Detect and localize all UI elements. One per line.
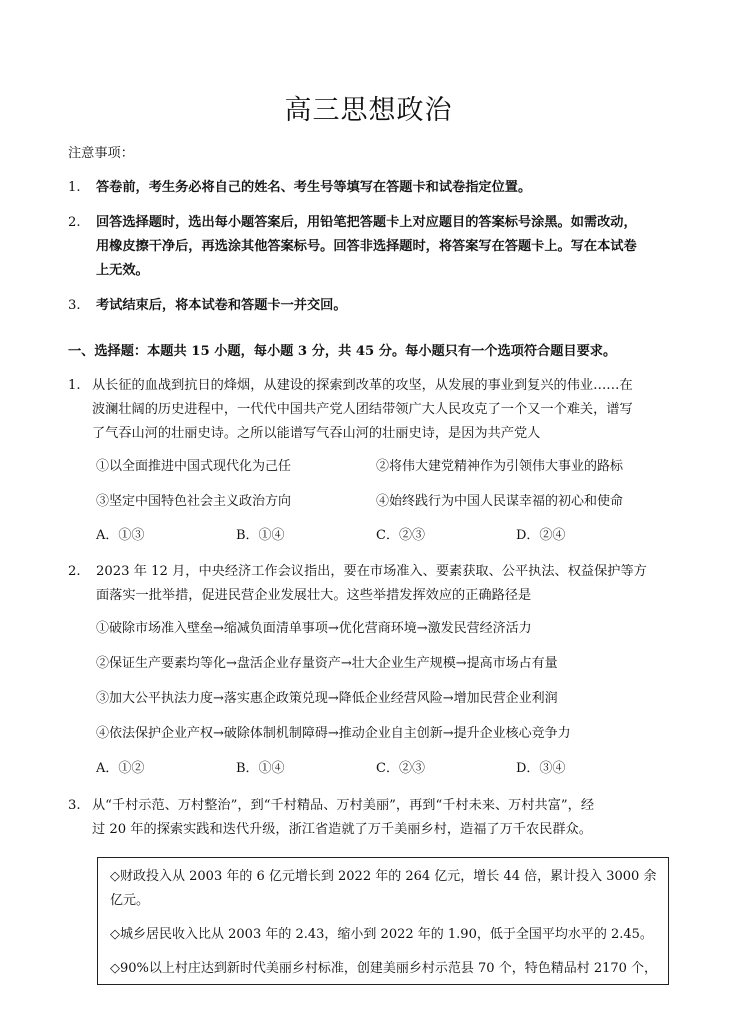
answer-choice: A．①② [96, 761, 145, 776]
question-stem-line: 波澜壮阔的历史进程中，一代代中国共产党人团结带领广大人民攻克了一个又一个难关，谱写 [92, 402, 633, 417]
question-option: ②保证生产要素均等化→盘活企业存量资产→壮大企业生产规模→提高市场占有量 [96, 656, 558, 671]
question-stem-line: 过 20 年的探索实践和迭代升级，浙江省造就了万千美丽乡村，造福了万千农民群众。 [92, 822, 592, 837]
box-line: 亿元。 [110, 893, 150, 908]
answer-choice: B．①④ [236, 761, 285, 776]
question-option: ④始终践行为中国人民谋幸福的初心和使命 [376, 494, 624, 509]
notice-item-line: 回答选择题时，选出每小题答案后，用铅笔把答题卡上对应题目的答案标号涂黑。如需改动， [96, 215, 637, 230]
answer-choice: D．③④ [516, 761, 566, 776]
question-option: ③加大公平执法力度→落实惠企政策兑现→降低企业经营风险→增加民营企业利润 [96, 691, 558, 706]
question-option: ①以全面推进中国式现代化为己任 [96, 459, 292, 474]
notice-item-line: 考试结束后，将本试卷和答题卡一并交回。 [96, 298, 347, 313]
question-stem-line: 面落实一批举措，促进民营企业发展壮大。这些举措发挥效应的正确路径是 [96, 588, 532, 603]
box-line: ◇财政投入从 2003 年的 6 亿元增长到 2022 年的 264 亿元，增长 44 倍，累计投入 3000 余 [110, 869, 657, 884]
answer-choice: C．②③ [376, 528, 425, 543]
answer-choice: D．②④ [516, 528, 566, 543]
notice-item-line: 上无效。 [96, 263, 149, 278]
question-stem-line: 2023 年 12 月，中央经济工作会议指出，要在市场准入、要素获取、公平执法、权益保护等方 [96, 564, 647, 579]
question-number: 2. [68, 564, 81, 579]
data-box [97, 857, 669, 985]
answer-choice: A．①③ [96, 528, 145, 543]
notice-item-line: 用橡皮擦干净后，再选涂其他答案标号。回答非选择题时，将答案写在答题卡上。写在本试卷 [96, 239, 637, 254]
question-stem-line: 了气吞山河的壮丽史诗。之所以能谱写气吞山河的壮丽史诗，是因为共产党人 [92, 426, 541, 441]
answer-choice: B．①④ [236, 528, 285, 543]
notice-item-number: 2. [68, 215, 81, 230]
section-heading: 一、选择题：本题共 15 小题，每小题 3 分，共 45 分。每小题只有一个选项符合题目要求。 [68, 344, 617, 359]
answer-choice: C．②③ [376, 761, 425, 776]
question-number: 1. [68, 378, 81, 393]
notice-item-number: 3. [68, 298, 81, 313]
box-line: ◇90%以上村庄达到新时代美丽乡村标准，创建美丽乡村示范县 70 个，特色精品村 2170 个， [110, 961, 658, 976]
question-option: ①破除市场准入壁垒→缩减负面清单事项→优化营商环境→激发民营经济活力 [96, 621, 532, 636]
question-number: 3. [68, 798, 81, 813]
notice-item-number: 1. [68, 180, 81, 195]
box-line: ◇城乡居民收入比从 2003 年的 2.43，缩小到 2022 年的 1.90，低于全国平均水平的 2.45。 [110, 927, 653, 942]
notice-item-line: 答卷前，考生务必将自己的姓名、考生号等填写在答题卡和试卷指定位置。 [96, 180, 532, 195]
notice-heading: 注意事项： [68, 146, 134, 161]
question-option: ④依法保护企业产权→破除体制机制障碍→推动企业自主创新→提升企业核心竞争力 [96, 726, 571, 741]
page-title: 高三思想政治 [284, 95, 453, 126]
question-stem-line: 从长征的血战到抗日的烽烟，从建设的探索到改革的攻坚，从发展的事业到复兴的伟业……在 [92, 378, 633, 393]
question-option: ②将伟大建党精神作为引领伟大事业的路标 [376, 459, 624, 474]
question-stem-line: 从“千村示范、万村整治”，到“千村精品、万村美丽”，再到“千村未来、万村共富”，经 [92, 798, 595, 813]
question-option: ③坚定中国特色社会主义政治方向 [96, 494, 292, 509]
